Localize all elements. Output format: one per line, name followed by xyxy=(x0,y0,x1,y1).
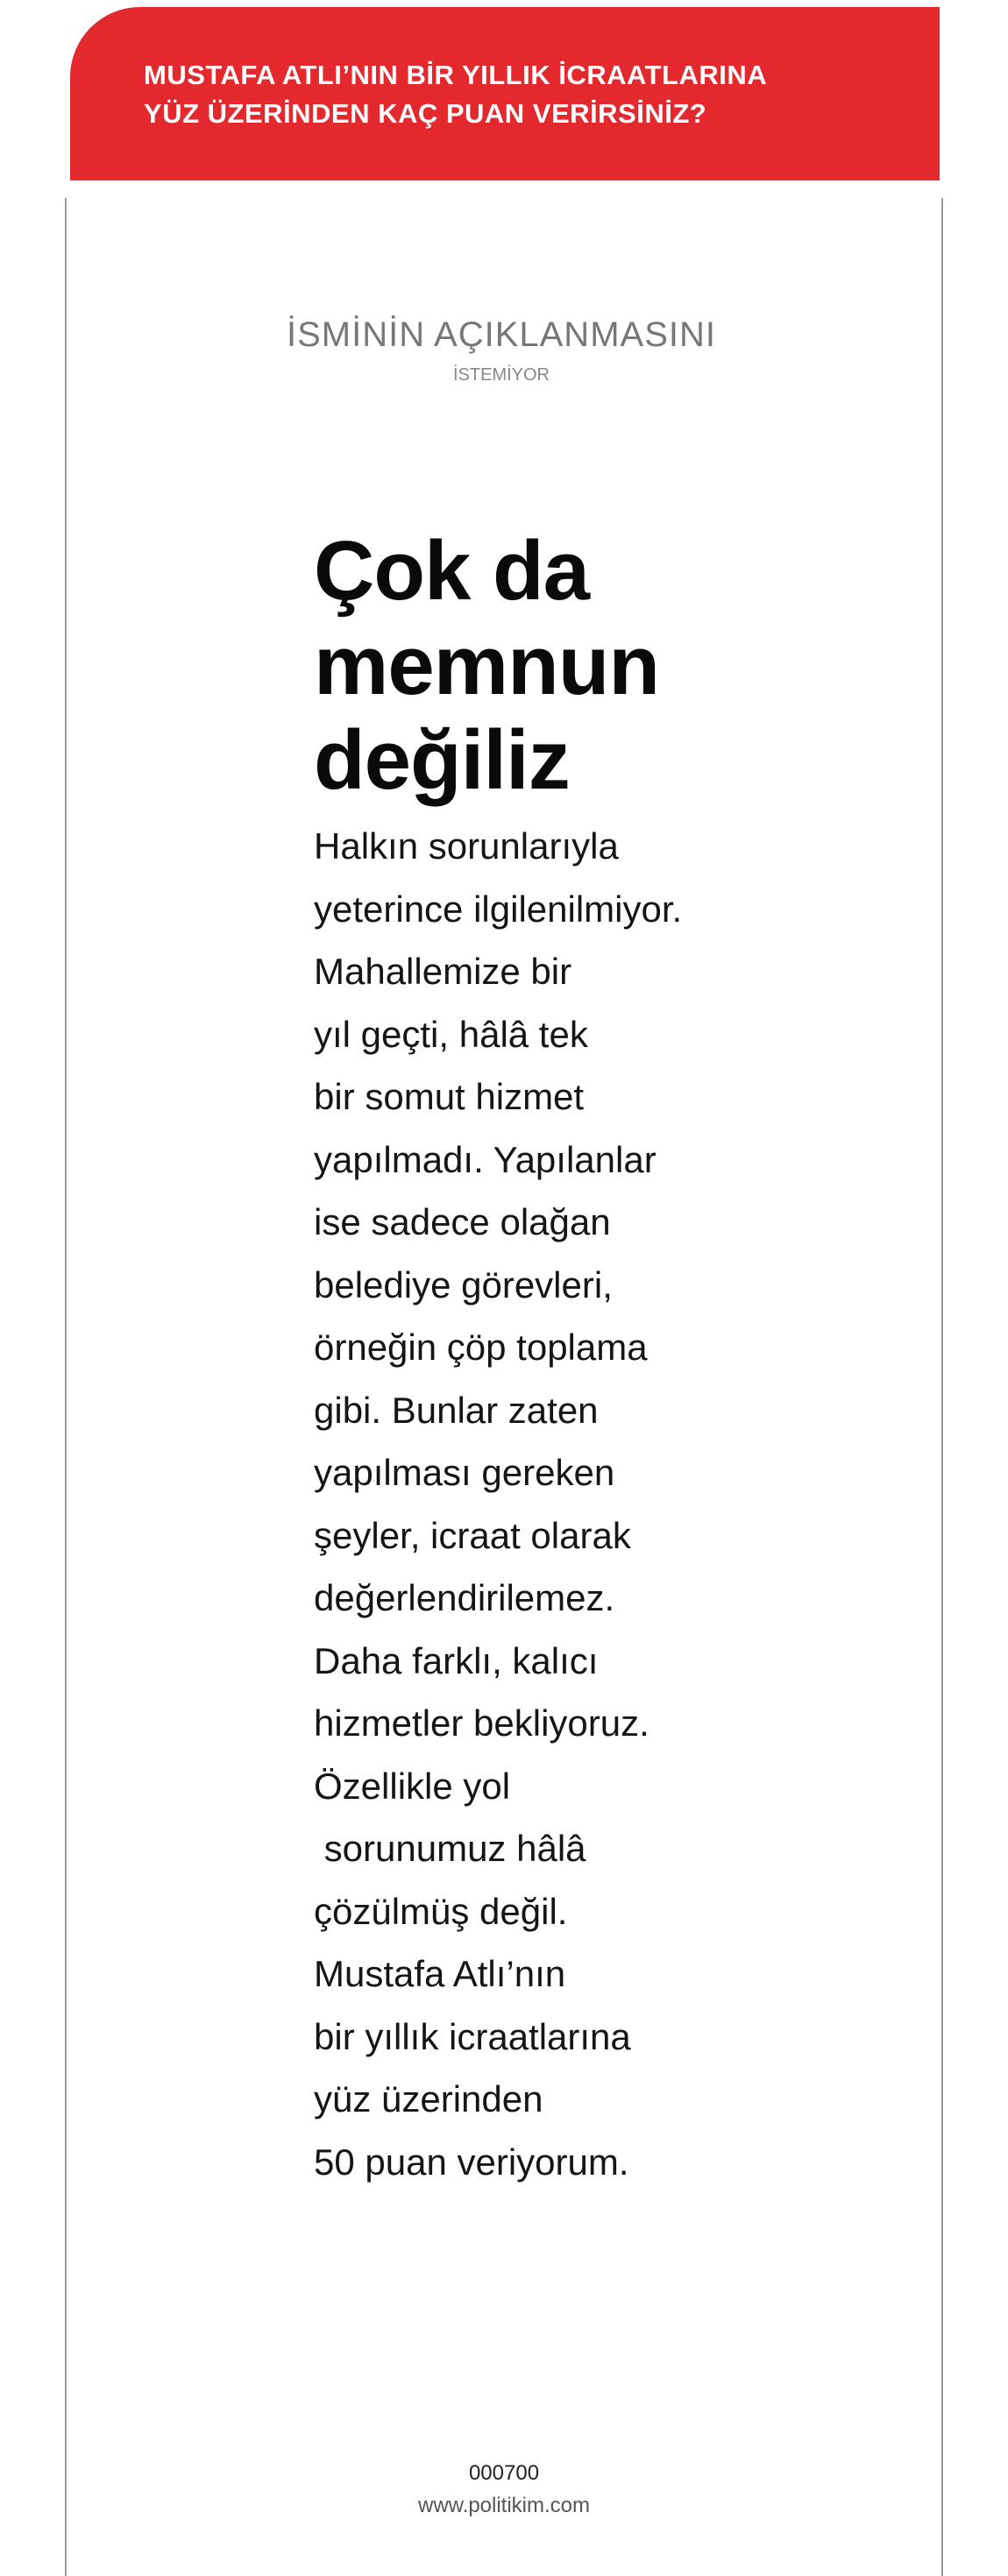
body-line: yüz üzerinden xyxy=(314,2078,543,2120)
frame-right-border xyxy=(941,198,943,2576)
respondent-name: İSMİNİN AÇIKLANMASINI xyxy=(287,315,716,354)
body-line: Özellikle yol xyxy=(314,1765,511,1807)
headline-line-1: Çok da xyxy=(314,524,590,618)
headline-line-3: değiliz xyxy=(314,713,570,807)
body-line: yeterince ilgilenilmiyor. xyxy=(314,888,683,930)
headline-line-2: memnun xyxy=(314,619,660,712)
body-line: belediye görevleri, xyxy=(314,1263,613,1306)
body-line: hizmetler bekliyoruz. xyxy=(314,1702,650,1744)
body-line: bir yıllık icraatlarına xyxy=(314,2015,631,2057)
body-line: Halkın sorunlarıyla xyxy=(314,825,619,867)
body-line: yapılmadı. Yapılanlar xyxy=(314,1138,657,1180)
respondent-subtitle: İSTEMİYOR xyxy=(452,365,550,385)
body-line: Mahallemize bir xyxy=(314,951,572,992)
body-line: gibi. Bunlar zaten xyxy=(314,1389,599,1431)
body-line: yapılması gereken xyxy=(314,1452,615,1493)
question-banner xyxy=(70,7,940,180)
banner-line-2: YÜZ ÜZERİNDEN KAÇ PUAN VERİRSİNİZ? xyxy=(144,98,707,129)
body-line: Mustafa Atlı’nın xyxy=(314,1953,566,1994)
statement-body xyxy=(314,815,805,2193)
body-line: sorunumuz hâlâ xyxy=(314,1828,586,1869)
body-line: yıl geçti, hâlâ tek xyxy=(314,1013,588,1055)
body-line: ise sadece olağan xyxy=(314,1201,611,1242)
body-line: Daha farklı, kalıcı xyxy=(314,1639,599,1681)
frame-left-border xyxy=(65,198,67,2576)
body-line: değerlendirilemez. xyxy=(314,1577,615,1618)
body-line: çözülmüş değil. xyxy=(314,1890,568,1932)
body-line: 50 puan veriyorum. xyxy=(314,2141,629,2183)
body-line: bir somut hizmet xyxy=(314,1076,585,1117)
footer-code: 000700 xyxy=(468,2461,540,2485)
banner-line-1: MUSTAFA ATLI’NIN BİR YILLIK İCRAATLARINA xyxy=(144,60,768,90)
body-line: örneğin çöp toplama xyxy=(314,1327,648,1368)
body-line: şeyler, icraat olarak xyxy=(314,1514,631,1556)
footer-url-link[interactable]: www.politikim.com xyxy=(417,2494,591,2517)
headline xyxy=(314,524,770,808)
